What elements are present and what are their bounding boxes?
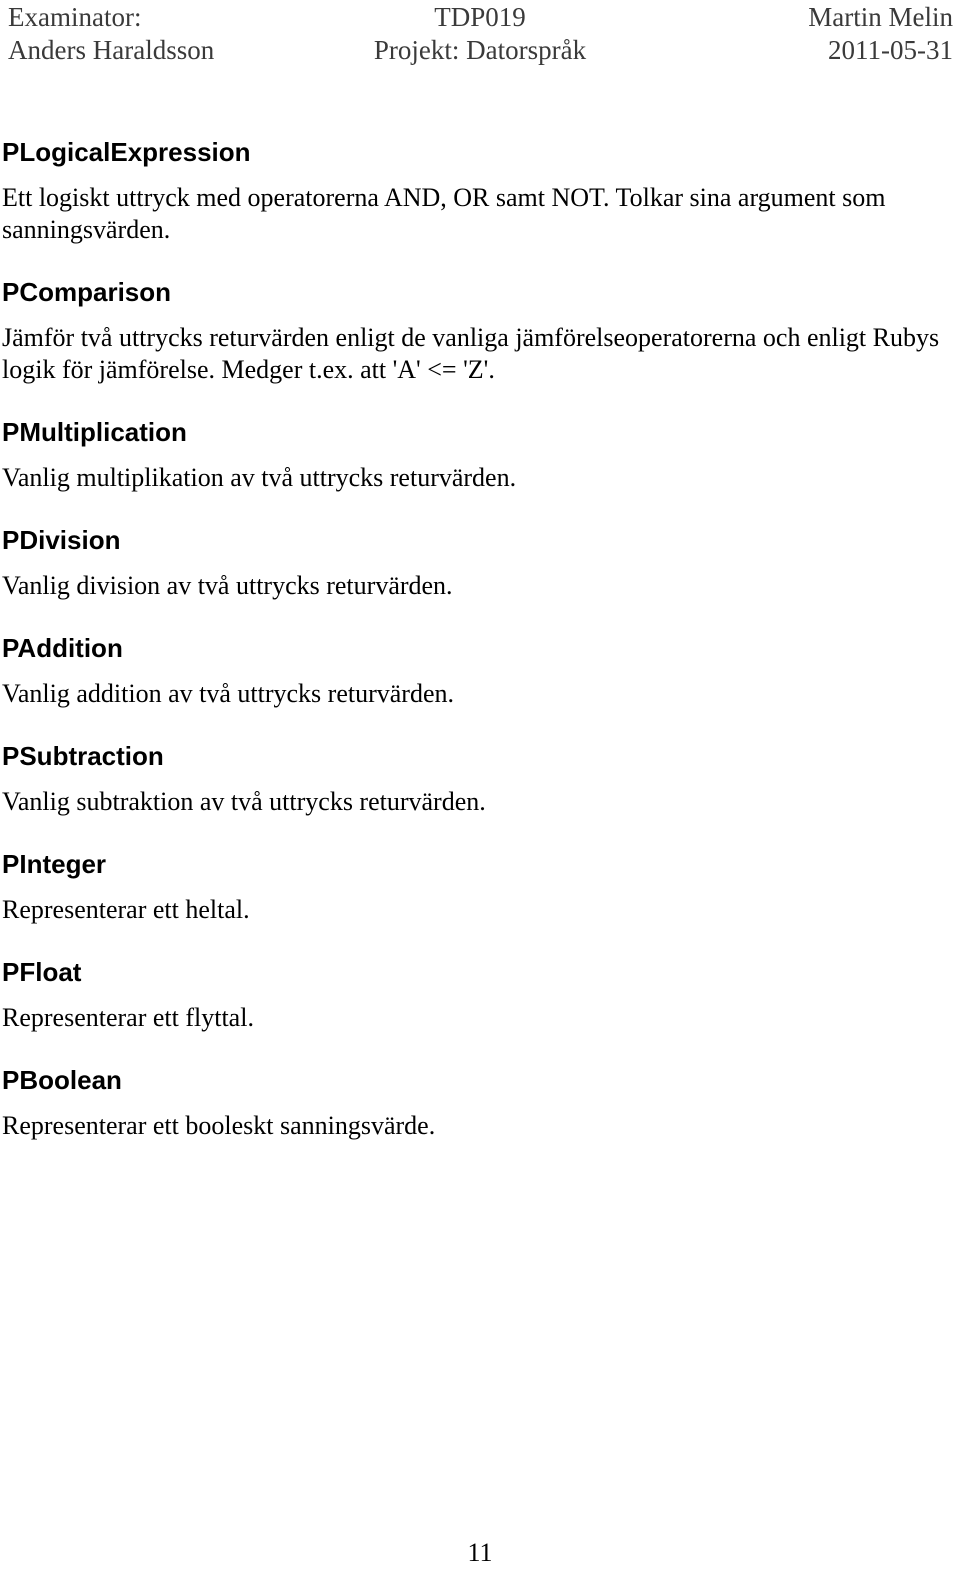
section-text: Representerar ett booleskt sanningsvärde. xyxy=(2,1111,436,1140)
section-heading: PSubtraction xyxy=(2,741,164,771)
section-text: Representerar ett heltal. xyxy=(2,895,250,924)
examiner-name: Anders Haraldsson xyxy=(8,35,215,65)
examiner-label: Examinator: xyxy=(8,2,142,32)
section-text: Vanlig addition av två uttrycks returvärden. xyxy=(2,679,454,708)
section-pdivision xyxy=(2,524,942,602)
page-number: 11 xyxy=(467,1538,493,1567)
section-pboolean xyxy=(2,1064,942,1142)
section-heading: PDivision xyxy=(2,525,121,555)
section-heading: PFloat xyxy=(2,957,82,987)
section-pmultiplication xyxy=(2,416,942,494)
section-text: Jämför två uttrycks returvärden enligt de vanliga jämförelseoperatorerna och enligt Rubys logik för jämförelse. Medger t.ex. att 'A' <= 'Z'. xyxy=(2,323,940,384)
section-plogicalexpression xyxy=(2,136,942,246)
section-heading: PAddition xyxy=(2,633,123,663)
section-text: Vanlig subtraktion av två uttrycks returvärden. xyxy=(2,787,486,816)
section-text: Vanlig division av två uttrycks returvärden. xyxy=(2,571,453,600)
section-text: Ett logiskt uttryck med operatorerna AND, OR samt NOT. Tolkar sina argument som sanningsvärden. xyxy=(2,183,886,244)
section-text: Vanlig multiplikation av två uttrycks returvärden. xyxy=(2,463,517,492)
section-heading: PMultiplication xyxy=(2,417,187,447)
author-name: Martin Melin xyxy=(808,2,953,32)
section-psubtraction xyxy=(2,740,942,818)
section-heading: PBoolean xyxy=(2,1065,122,1095)
section-pinteger xyxy=(2,848,942,926)
section-heading: PInteger xyxy=(2,849,107,879)
course-code: TDP019 xyxy=(434,2,526,32)
section-paddition xyxy=(2,632,942,710)
section-pfloat xyxy=(2,956,942,1034)
section-heading: PComparison xyxy=(2,277,172,307)
section-pcomparison xyxy=(2,276,942,386)
project-title: Projekt: Datorspråk xyxy=(373,35,587,65)
document-date: 2011-05-31 xyxy=(828,35,953,65)
section-heading: PLogicalExpression xyxy=(2,137,251,167)
document-body xyxy=(2,136,942,1142)
section-text: Representerar ett flyttal. xyxy=(2,1003,254,1032)
